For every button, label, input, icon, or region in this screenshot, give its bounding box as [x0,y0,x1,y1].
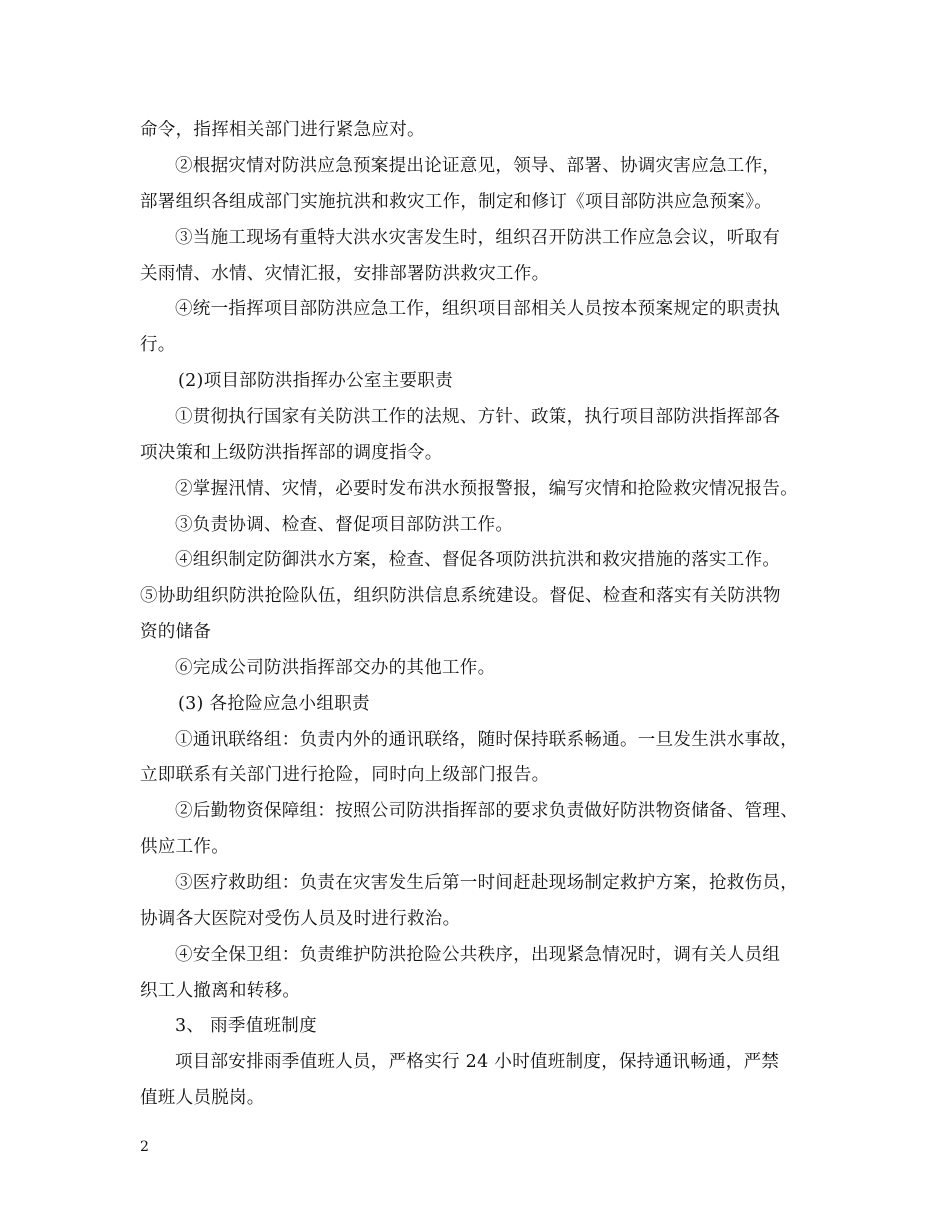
text-line: ①通讯联络组：负责内外的通讯联络，随时保持联系畅通。一旦发生洪水事故， [175,730,798,750]
text-line: 立即联系有关部门进行抢险，同时向上级部门报告。 [140,765,550,785]
text-line: 资的储备 [140,622,212,642]
text-line: ③当施工现场有重特大洪水灾害发生时，组织召开防洪工作应急会议，听取有 [175,228,781,248]
section-heading: 3、 雨季值班制度 [175,1016,317,1036]
text-line: ⑥完成公司防洪指挥部交办的其他工作。 [175,658,496,678]
text-line: ③负责协调、检查、督促项目部防洪工作。 [175,515,514,535]
text-line: 行。 [140,335,176,355]
text-line: 协调各大医院对受伤人员及时进行救治。 [140,909,461,929]
page-number: 2 [140,1139,149,1155]
text-line: ④统一指挥项目部防洪应急工作，组织项目部相关人员按本预案规定的职责执 [175,299,781,319]
section-heading: (3) 各抢险应急小组职责 [178,694,370,714]
text-line: 关雨情、水情、灾情汇报，安排部署防洪救灾工作。 [140,264,550,284]
section-heading: (2)项目部防洪指挥办公室主要职责 [178,371,453,391]
text-line: 项决策和上级防洪指挥部的调度指令。 [140,443,443,463]
text-line: 值班人员脱岗。 [140,1088,265,1108]
text-line: ②掌握汛情、灾情，必要时发布洪水预报警报，编写灾情和抢险救灾情况报告。 [175,479,798,499]
text-line: ③医疗救助组：负责在灾害发生后第一时间赶赴现场制定救护方案，抢救伤员， [175,873,798,893]
text-line: ④组织制定防御洪水方案，检查、督促各项防洪抗洪和救灾措施的落实工作。 [175,550,781,570]
text-line: 命令，指挥相关部门进行紧急应对。 [140,120,425,140]
text-line: ⑤协助组织防洪抢险队伍，组织防洪信息系统建设。督促、检查和落实有关防洪物 [140,586,781,606]
text-line: 部署组织各组成部门实施抗洪和救灾工作，制定和修订《项目部防洪应急预案》。 [140,192,773,212]
text-line: ①贯彻执行国家有关防洪工作的法规、方针、政策，执行项目部防洪指挥部各 [175,407,781,427]
text-line: ④安全保卫组：负责维护防洪抢险公共秩序，出现紧急情况时，调有关人员组 [175,945,781,965]
text-line: 项目部安排雨季值班人员，严格实行 24 小时值班制度，保持通讯畅通，严禁 [175,1052,780,1072]
text-line: ②后勤物资保障组：按照公司防洪指挥部的要求负责做好防洪物资储备、管理、 [175,801,798,821]
text-line: 织工人撤离和转移。 [140,981,301,1001]
text-line: ②根据灾情对防洪应急预案提出论证意见，领导、部署、协调灾害应急工作， [175,156,781,176]
text-line: 供应工作。 [140,837,229,857]
